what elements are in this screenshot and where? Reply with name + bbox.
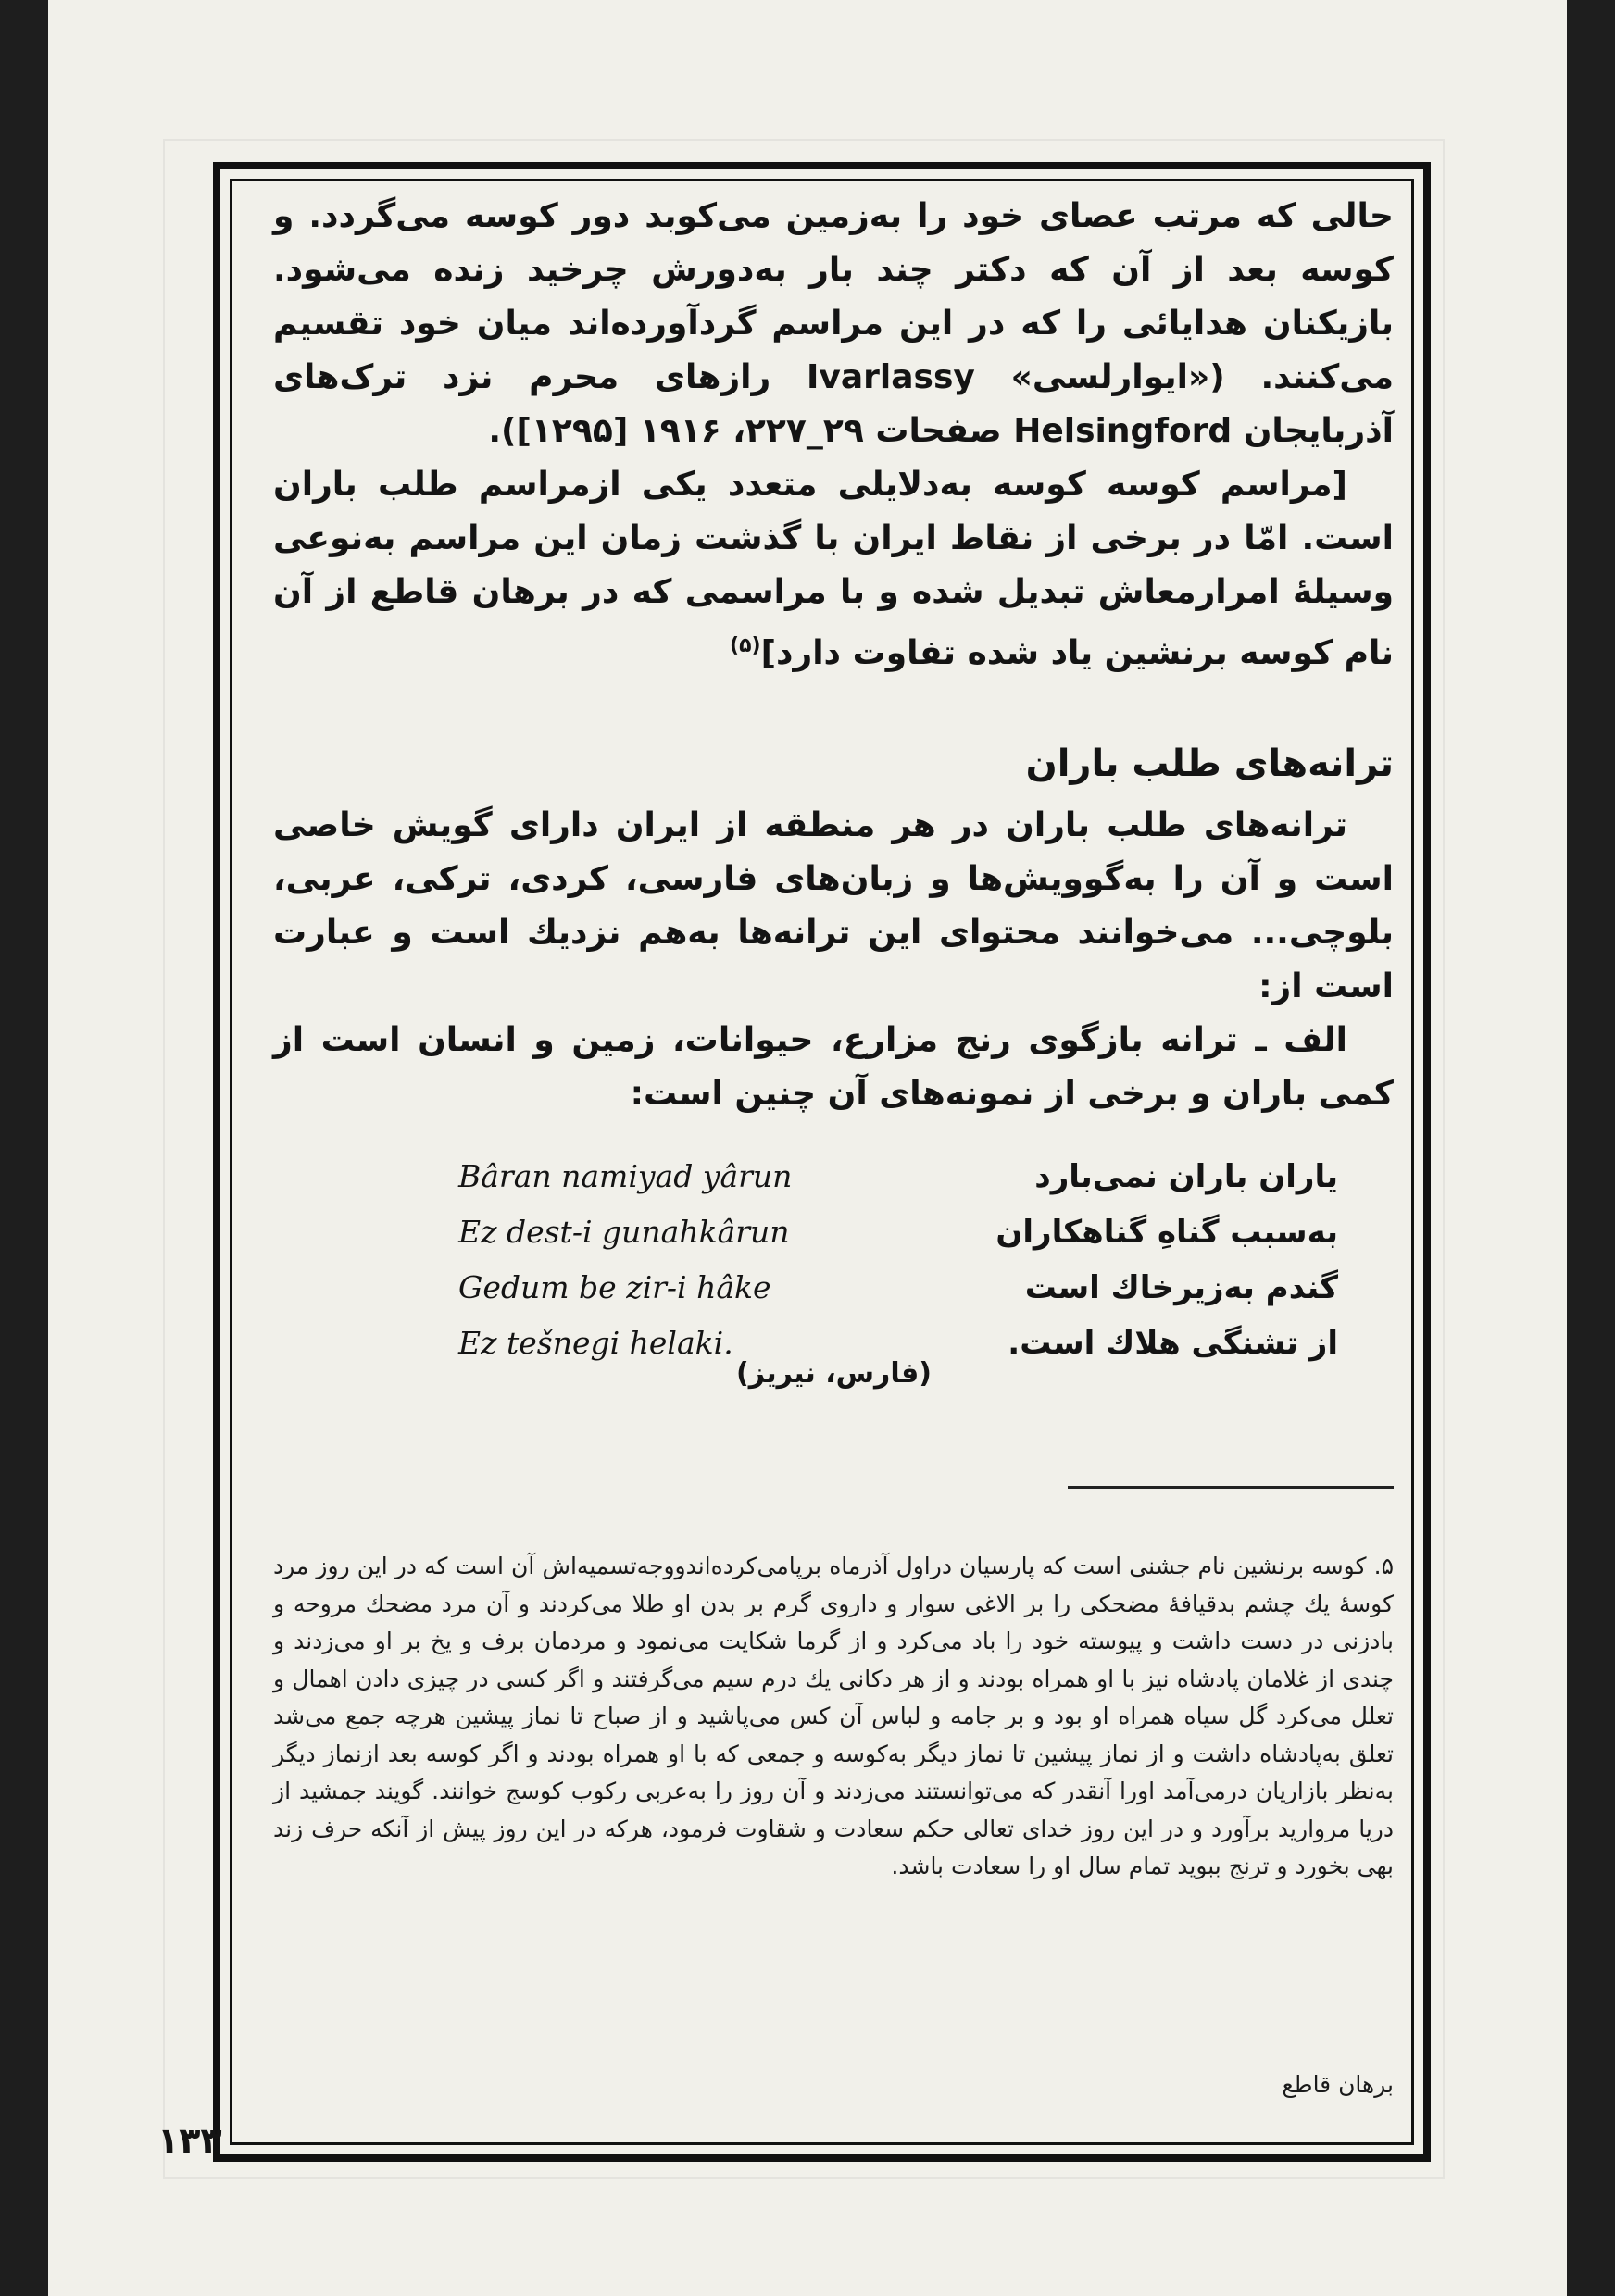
section-heading: ترانه‌های طلب باران bbox=[1025, 742, 1394, 785]
page-number: ۱۳۳ bbox=[157, 2120, 222, 2161]
footnote-separator bbox=[1068, 1486, 1394, 1489]
poem-source: (فارس، نیریز) bbox=[736, 1357, 932, 1390]
footnote-ref: (۵) bbox=[730, 634, 761, 657]
paragraph-3: ترانه‌های طلب باران در هر منطقه از ایران دارای گویش خاصی است و آن را به‌گوویش‌ها و زبان‌های فارسی، کردی، ترکی، عربی، بلوچی... می‌خوانند محتوای این ترانه‌ها به‌هم نزدیك است و عبارت است از: bbox=[273, 806, 1394, 1005]
latin-term-helsingford: Helsingford bbox=[1013, 412, 1233, 450]
poem-latin-line: Gedum be zir-i hâke bbox=[458, 1269, 771, 1305]
poem-latin-line: Ez tešnegi helaki. bbox=[458, 1325, 733, 1361]
body-text bbox=[273, 190, 1394, 680]
section-text bbox=[273, 799, 1394, 1121]
poem-latin-line: Bâran namiyad yârun bbox=[458, 1158, 793, 1194]
poem-fa-line: یاران باران نمی‌بارد bbox=[1034, 1158, 1338, 1195]
poem-fa-line: از تشنگی هلاك است. bbox=[1008, 1325, 1338, 1362]
paragraph-1: حالی که مرتب عصای خود را به‌زمین می‌کوبد دور کوسه می‌گردد. و کوسه بعد از آن که دکتر چند بار به‌دورش چرخید زنده می‌شود. بازیکنان هدایائی را که در این مراسم گردآورده‌اند میان خود تقسیم می‌کنند. («ایوارلسی» Ivarlassy رازهای محرم نزد ترک‌های آذربایجان Helsingford صفحات ۲۹_۲۲۷، ۱۹۱۶ [۱۲۹۵]). bbox=[273, 197, 1394, 450]
poem-persian bbox=[949, 1149, 1338, 1371]
poem-block bbox=[273, 1149, 1394, 1390]
poem-latin-line: Ez dest-i gunahkârun bbox=[458, 1214, 790, 1250]
footnote: ۵. کوسه برنشین نام جشنی است که پارسیان دراول آذرماه برپامی‌کرده‌اندووجه‌تسمیه‌اش آن است که در این روز مرد کوسهٔ یك چشم بدقیافهٔ مضحکی را بر الاغی سوار و داروی گرم بر بدن او طلا می‌کردند و آن مرد مضحك مروحه و بادزنی در دست داشت و پیوسته خود را باد می‌کرد و از گرما شکایت می‌نمود و مردمان برف و یخ بر او می‌زدند و چندی از غلامان پادشاه نیز با او همراه بودند و از هر دکانی یك درم سیم می‌گرفتند و اگر کسی در چیزی دادن اهمال و تعلل می‌کرد گل سیاه همراه او بود و بر جامه و لباس آن کس می‌پاشید و از صباح تا نماز پیشین هرچه جمع می‌شد تعلق به‌پادشاه داشت و از نماز پیشین تا نماز دیگر به‌کوسه و جمعی که با او همراه بودند و اگر کوسه بعد ازنماز دیگر به‌نظر بازاریان درمی‌آمد اورا آنقدر که می‌توانستند می‌زدند و آن روز را به‌عربی رکوب کوسج خوانند. گویند جمشید از دریا مروارید برآورد و در این روز خدای تعالی حکم سعادت و شقاوت فرمود، هرکه در این روز پیش از آنکه حرف زند بهی بخورد و ترنج ببوید تمام سال او را سعادت باشد. bbox=[273, 1553, 1394, 1879]
poem-transliteration bbox=[458, 1149, 884, 1371]
poem-fa-line: به‌سبب گناهِ گناهکاران bbox=[995, 1214, 1338, 1251]
paragraph-4: الف ـ ترانه بازگوی رنج مزارع، حیوانات، زمین و انسان است از کمی باران و برخی از نمونه‌های آن چنین است: bbox=[273, 1021, 1394, 1113]
poem-fa-line: گندم به‌زیرخاك است bbox=[1024, 1269, 1338, 1306]
latin-term-ivarlassy: Ivarlassy bbox=[807, 358, 975, 396]
paragraph-2: [مراسم کوسه کوسه به‌دلایلی متعدد یکی ازمراسم طلب باران است. امّا در برخی از نقاط ایران با گذشت زمان این مراسم به‌نوعی وسیلهٔ امرارمعاش تبدیل شده و با مراسمی که در برهان قاطع از آن نام کوسه برنشین یاد شده تفاوت دارد]$^{(۵)}$ bbox=[273, 466, 1394, 672]
footnote-source: برهان قاطع bbox=[1282, 2071, 1394, 2098]
main-content bbox=[273, 190, 1394, 1390]
